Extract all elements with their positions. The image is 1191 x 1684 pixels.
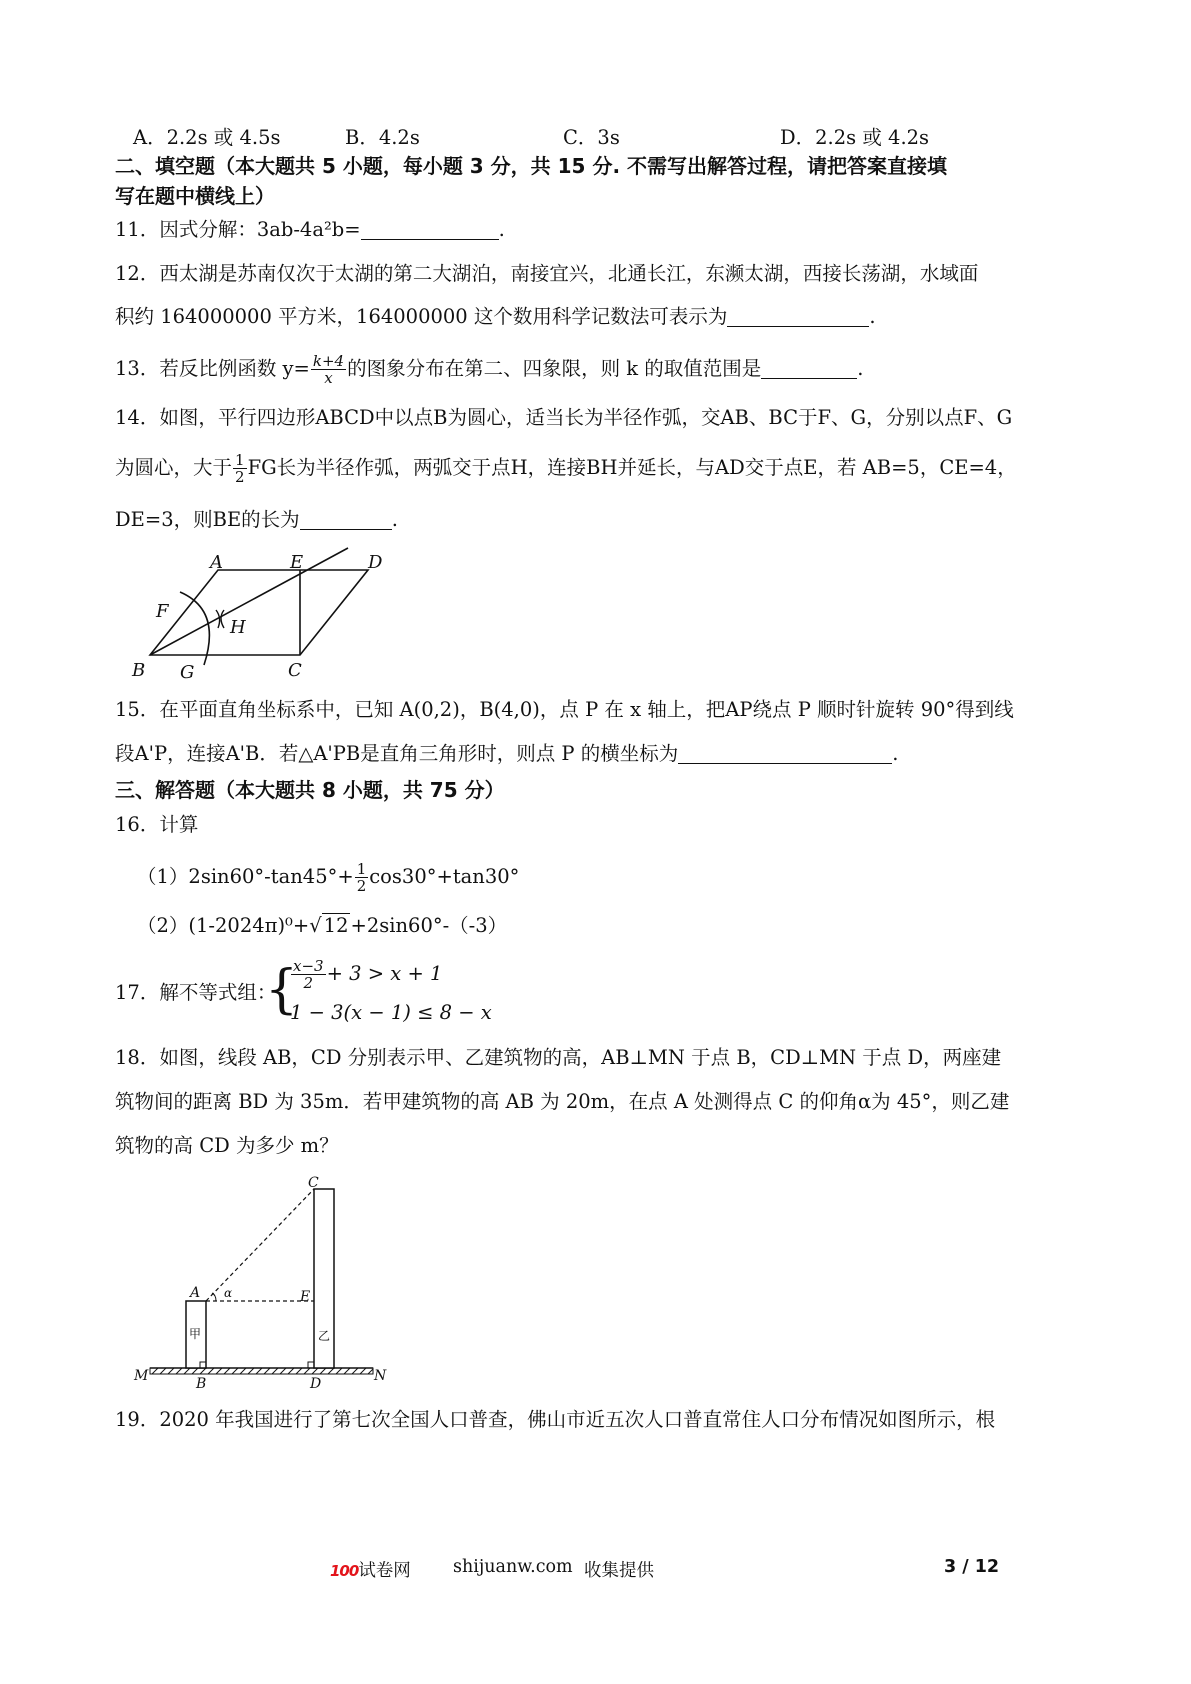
q15-end: . xyxy=(892,742,899,765)
q16-p2-pre: （2）(1-2024π)⁰+ xyxy=(137,914,310,937)
q13-end: . xyxy=(857,357,864,380)
arc-fg xyxy=(180,592,209,665)
q13-frac-num: k+4 xyxy=(312,352,345,370)
right-angle-d xyxy=(308,1362,314,1368)
q14-answer-blank[interactable] xyxy=(300,507,392,530)
label-jia: 甲 xyxy=(189,1327,202,1341)
q17-row1-post: + 3 > x + 1 xyxy=(326,962,443,985)
q18-line3: 筑物的高 CD 为多少 m？ xyxy=(115,1134,339,1157)
question-11 xyxy=(115,215,505,245)
q14-fraction xyxy=(233,452,247,485)
q11-end: . xyxy=(498,218,505,241)
label-a: A xyxy=(210,552,223,573)
label-yi: 乙 xyxy=(318,1329,331,1343)
label-g: G xyxy=(180,662,195,683)
section2-title-line2: 写在题中横线上） xyxy=(115,184,275,208)
section3-title: 三、解答题（本大题共 8 小题，共 75 分） xyxy=(115,778,505,802)
option-b: B．4.2s xyxy=(345,126,420,149)
question-15-line2 xyxy=(115,739,898,769)
question-14-line2 xyxy=(115,452,1017,485)
label-a: A xyxy=(190,1285,201,1301)
label-d: D xyxy=(310,1376,322,1392)
q17-label: 17．解不等式组： xyxy=(115,981,277,1004)
page-number: 3 / 12 xyxy=(944,1557,1000,1577)
q16-part2 xyxy=(137,911,507,941)
q14-frac-num: 1 xyxy=(235,451,245,469)
q16-title: 16．计算 xyxy=(115,813,199,836)
footer-provided: 收集提供 xyxy=(584,1561,654,1581)
label-b: B xyxy=(132,660,146,681)
label-alpha: α xyxy=(224,1286,233,1300)
q13-post: 的图象分布在第二、四象限，则 k 的取值范围是 xyxy=(347,357,762,380)
q16-p1-pre: （1）2sin60°-tan45°+ xyxy=(137,865,354,888)
label-d: D xyxy=(368,552,383,573)
label-e: E xyxy=(290,552,304,573)
q17-row1-fraction xyxy=(291,958,326,991)
q13-fraction xyxy=(311,353,346,386)
q12-end: . xyxy=(869,305,876,328)
q14-end: . xyxy=(391,508,398,531)
label-c: C xyxy=(308,1175,319,1191)
q14-frac-den: 2 xyxy=(235,468,245,486)
footer-brand xyxy=(330,1557,411,1582)
q17-row1 xyxy=(290,958,442,991)
option-c: C．3s xyxy=(563,126,620,149)
label-b: B xyxy=(196,1376,207,1392)
q16-p1-num: 1 xyxy=(356,860,367,878)
brace-icon: { xyxy=(265,960,299,1020)
dashed-ac xyxy=(206,1189,314,1301)
label-m: M xyxy=(134,1368,149,1384)
q11-answer-blank[interactable] xyxy=(361,217,499,240)
q18-line2: 筑物间的距离 BD 为 35m．若甲建筑物的高 AB 为 20m，在点 A 处测得点 C 的仰角α为 45°，则乙建 xyxy=(115,1090,1010,1113)
figure-q18-buildings xyxy=(128,1175,408,1400)
q14-line3-text: DE=3，则BE的长为 xyxy=(115,508,300,531)
q13-answer-blank[interactable] xyxy=(761,356,857,379)
q12-line1: 12．西太湖是苏南仅次于太湖的第二大湖泊，南接宜兴，北通长江，东濒太湖，西接长荡湖，水域面 xyxy=(115,262,979,285)
label-h: H xyxy=(230,617,246,638)
question-13 xyxy=(115,353,864,386)
q13-pre: 13．若反比例函数 y= xyxy=(115,357,310,380)
q16-p1-post: cos30°+tan30° xyxy=(369,865,520,888)
q17-row2: 1 − 3(x − 1) ≤ 8 − x xyxy=(290,1001,492,1024)
q12-line2-text: 积约 164000000 平方米，164000000 这个数用科学记数法可表示为 xyxy=(115,305,728,328)
arc-h2 xyxy=(221,610,224,628)
parallelogram-abcd xyxy=(150,570,368,655)
q15-answer-blank[interactable] xyxy=(678,741,892,764)
label-c: C xyxy=(288,660,302,681)
q17-row1-den: 2 xyxy=(303,974,314,992)
q19-line1: 19．2020 年我国进行了第七次全国人口普查，佛山市近五次人口普直常住人口分布情况如图所示，根 xyxy=(115,1408,996,1431)
q16-p2-sqrt: 12 xyxy=(323,914,349,937)
section2-title-line1: 二、填空题（本大题共 5 小题，每小题 3 分，共 15 分. 不需写出解答过程，请把答案直接填 xyxy=(115,154,948,178)
q16-p1-fraction xyxy=(355,861,369,894)
q14-line2-post: FG长为半径作弧，两弧交于点H，连接BH并延长，与AD交于点E，若 AB=5，CE=4， xyxy=(247,456,1017,479)
sqrt-icon: √ xyxy=(309,914,322,937)
q17-row1-num: x−3 xyxy=(293,957,324,975)
option-a: A．2.2s 或 4.5s xyxy=(133,126,281,149)
question-12-line2 xyxy=(115,302,876,332)
q13-frac-den: x xyxy=(324,369,333,387)
ray-bh xyxy=(150,548,348,655)
q14-line1: 14．如图，平行四边形ABCD中以点B为圆心，适当长为半径作弧，交AB、BC于F、G，分别以点F、G xyxy=(115,406,1013,429)
q14-line2-pre: 为圆心，大于 xyxy=(115,456,233,479)
q16-p2-post: +2sin60°-（-3） xyxy=(350,914,508,937)
footer-url[interactable]: shijuanw.com xyxy=(453,1557,573,1577)
site-name: 试卷网 xyxy=(358,1561,411,1581)
q15-line1: 15．在平面直角坐标系中，已知 A(0,2)，B(4,0)，点 P 在 x 轴上，把AP绕点 P 顺时针旋转 90°得到线 xyxy=(115,698,1014,721)
q11-text: 11．因式分解：3ab-4a²b= xyxy=(115,218,361,241)
site-logo: 100 xyxy=(330,1562,359,1580)
q18-line1: 18．如图，线段 AB，CD 分别表示甲、乙建筑物的高，AB⊥MN 于点 B，CD⊥MN 于点 D，两座建 xyxy=(115,1046,1002,1069)
label-n: N xyxy=(374,1368,387,1384)
ground-hatching xyxy=(152,1368,373,1374)
label-f: F xyxy=(156,601,169,622)
q12-answer-blank[interactable] xyxy=(727,304,869,327)
q16-part1 xyxy=(137,861,519,894)
question-14-line3 xyxy=(115,505,398,535)
label-e: E xyxy=(300,1289,311,1305)
q16-p1-den: 2 xyxy=(356,877,367,895)
option-d: D．2.2s 或 4.2s xyxy=(780,126,930,149)
q15-line2-text: 段A'P，连接A'B．若△A'PB是直角三角形时，则点 P 的横坐标为 xyxy=(115,742,679,765)
figure-q14-parallelogram xyxy=(120,540,420,690)
